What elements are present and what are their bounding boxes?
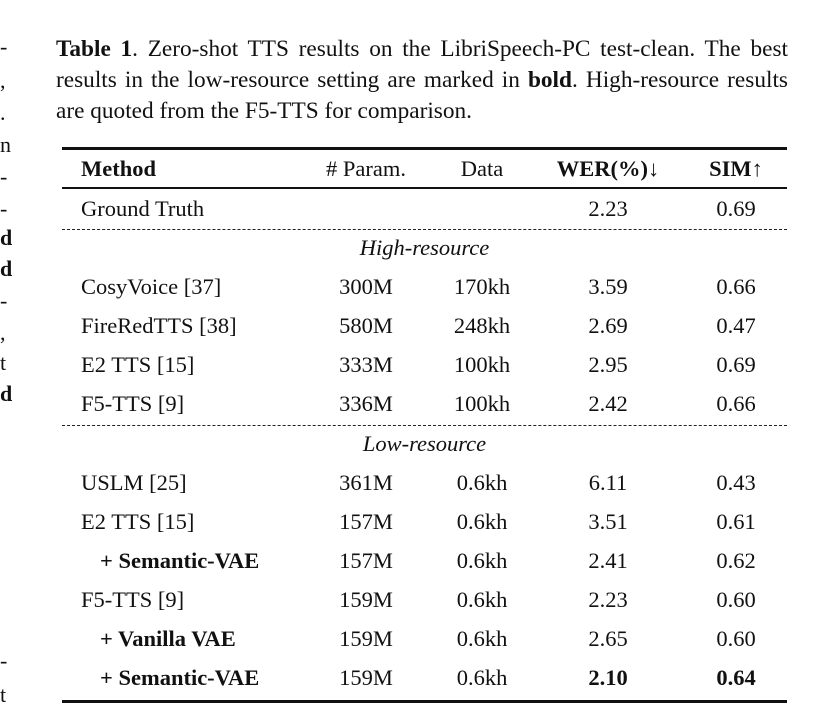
margin-glyph: t: [0, 682, 7, 707]
top-rule: [62, 147, 787, 150]
cell-data: 100kh: [453, 391, 511, 416]
cell-data: 0.6kh: [456, 626, 508, 651]
caption-line1: . Zero-shot TTS results on the LibriSpeech-PC test-clean.: [132, 36, 696, 62]
header-method: Method: [81, 156, 156, 181]
header-sim: SIM↑: [709, 156, 763, 181]
header-row: [62, 152, 787, 186]
cell-method: + Vanilla VAE: [100, 626, 236, 651]
cell-param: 333M: [339, 352, 393, 377]
margin-glyph: -: [0, 164, 8, 189]
table-row: [62, 661, 787, 695]
table-row: [62, 270, 787, 304]
cell-method: F5-TTS [9]: [81, 587, 185, 612]
cell-data: 100kh: [453, 352, 511, 377]
header-rule: [62, 187, 787, 189]
cell-sim: 0.62: [716, 548, 756, 573]
margin-glyph: ,: [0, 320, 6, 345]
margin-glyph: ,: [0, 68, 6, 93]
cell-sim: 0.69: [716, 352, 756, 377]
cell-wer: 2.42: [588, 391, 628, 416]
cell-param: 157M: [339, 548, 393, 573]
cell-method: + Semantic-VAE: [100, 665, 260, 690]
margin-glyph: -: [0, 288, 8, 313]
margin-glyph: d: [0, 381, 13, 406]
caption-label: Table 1: [56, 36, 133, 62]
cell-wer: 2.69: [588, 313, 628, 338]
adjacent-column-fragment: [0, 0, 16, 727]
cell-param: 157M: [339, 509, 393, 534]
cell-method: Ground Truth: [81, 196, 205, 221]
cell-data: 0.6kh: [456, 665, 508, 690]
dashed-divider: [62, 229, 787, 230]
bottom-rule: [62, 700, 787, 703]
cell-data: 0.6kh: [456, 587, 508, 612]
cell-method: F5-TTS [9]: [81, 391, 185, 416]
cell-param: 159M: [339, 626, 393, 651]
cell-param: 300M: [339, 274, 393, 299]
cell-data: 0.6kh: [456, 509, 508, 534]
margin-glyph: -: [0, 34, 8, 59]
cell-sim-best: 0.64: [716, 665, 756, 690]
cell-sim: 0.66: [716, 391, 756, 416]
cell-method: CosyVoice [37]: [81, 274, 222, 299]
cell-sim: 0.69: [716, 196, 756, 221]
margin-glyph: -: [0, 196, 8, 221]
table-row: [62, 622, 787, 656]
cell-data: 0.6kh: [456, 470, 508, 495]
table-row: [62, 505, 787, 539]
dashed-divider: [62, 425, 787, 426]
header-wer: WER(%)↓: [556, 156, 660, 181]
cell-method: USLM [25]: [81, 470, 187, 495]
cell-wer: 2.41: [588, 548, 628, 573]
cell-wer: 6.11: [588, 470, 628, 495]
margin-glyph: t: [0, 350, 7, 375]
margin-glyph: n: [0, 132, 11, 157]
cell-sim: 0.47: [716, 313, 756, 338]
cell-sim: 0.60: [716, 587, 756, 612]
table-row-ground-truth: [62, 192, 787, 226]
cell-wer: 2.23: [588, 196, 628, 221]
table-row: [62, 387, 787, 421]
cell-sim: 0.66: [716, 274, 756, 299]
table-row: [62, 466, 787, 500]
cell-wer: 2.65: [588, 626, 628, 651]
cell-sim: 0.60: [716, 626, 756, 651]
cell-param: 159M: [339, 587, 393, 612]
caption-bold-word: bold: [527, 67, 572, 93]
margin-glyph: -: [0, 648, 8, 673]
cell-param: 159M: [339, 665, 393, 690]
cell-method: + Semantic-VAE: [100, 548, 260, 573]
table-row: [62, 544, 787, 578]
caption-line2-pre: The best results in the low-resource setting are marked in: [56, 36, 788, 93]
cell-sim: 0.61: [716, 509, 756, 534]
caption-line2-post: .: [571, 67, 578, 93]
cell-param: 580M: [339, 313, 393, 338]
cell-data: 0.6kh: [456, 548, 508, 573]
cell-method: FireRedTTS [38]: [81, 313, 237, 338]
section-high-resource: High-resource: [359, 235, 490, 260]
cell-method: E2 TTS [15]: [81, 509, 195, 534]
table-caption: [56, 34, 788, 127]
cell-data: 170kh: [453, 274, 511, 299]
margin-glyph: d: [0, 225, 13, 250]
cell-wer: 3.59: [588, 274, 628, 299]
cell-param: 361M: [339, 470, 393, 495]
table-row: [62, 309, 787, 343]
cell-wer: 3.51: [588, 509, 628, 534]
header-param: # Param.: [326, 156, 406, 181]
cell-wer-best: 2.10: [588, 665, 628, 690]
table-row: [62, 583, 787, 617]
cell-param: 336M: [339, 391, 393, 416]
table-row: [62, 348, 787, 382]
cell-method: E2 TTS [15]: [81, 352, 195, 377]
header-data: Data: [460, 156, 504, 181]
cell-data: 248kh: [453, 313, 511, 338]
cell-sim: 0.43: [716, 470, 756, 495]
caption-line3: High-resource results are quoted from the F5-TTS for comparison.: [56, 67, 788, 124]
cell-wer: 2.95: [588, 352, 628, 377]
cell-wer: 2.23: [588, 587, 628, 612]
section-low-resource: Low-resource: [362, 431, 487, 456]
margin-glyph: d: [0, 256, 13, 281]
margin-glyph: .: [0, 100, 6, 125]
